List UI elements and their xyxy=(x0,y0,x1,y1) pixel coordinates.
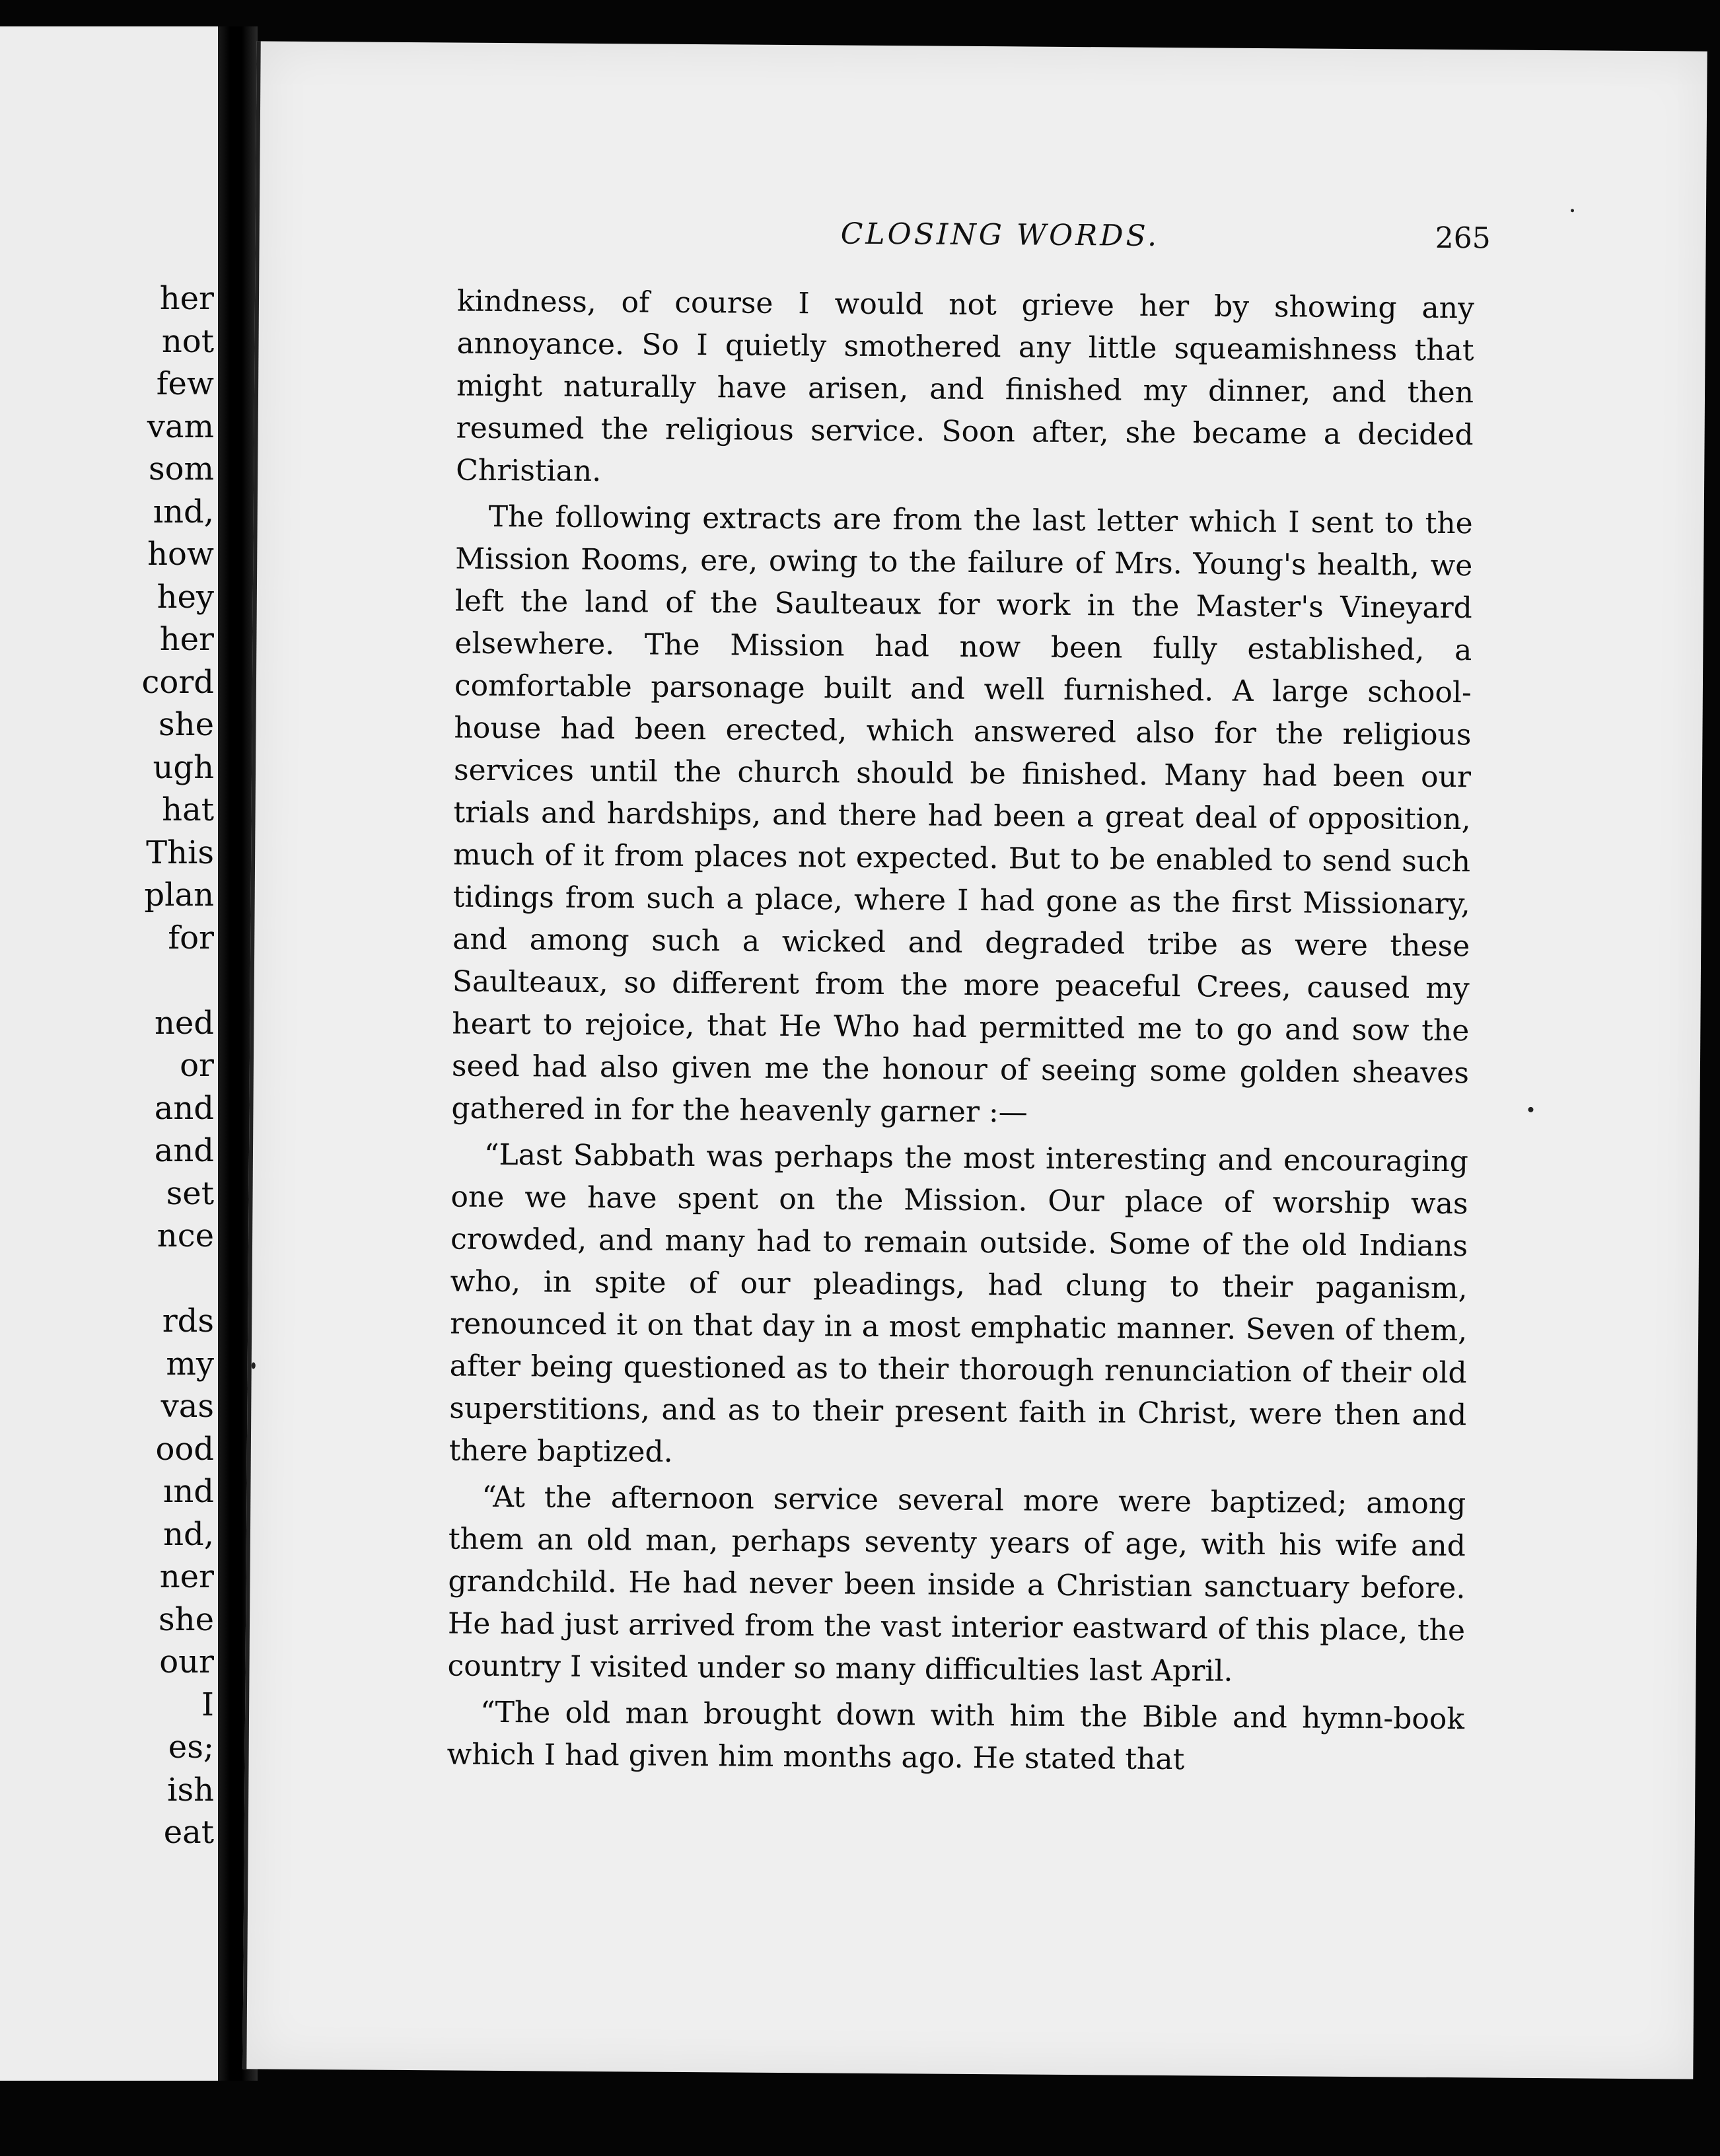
running-title: CLOSING WORDS. xyxy=(840,217,1160,253)
left-line-fragment: ner xyxy=(159,1558,214,1595)
left-line-fragment: my xyxy=(166,1345,214,1383)
left-line-fragment: som xyxy=(148,450,214,487)
left-line-fragment: ood xyxy=(155,1430,214,1468)
left-line-fragment: eat xyxy=(163,1814,214,1851)
scan-speck xyxy=(1571,209,1574,212)
left-line-fragment: es; xyxy=(168,1729,214,1766)
left-line-fragment: how xyxy=(147,536,214,573)
left-line-fragment: her xyxy=(159,280,214,317)
left-line-fragment: our xyxy=(159,1643,214,1680)
left-line-fragment: ınd, xyxy=(153,493,214,530)
left-line-fragment: for xyxy=(168,919,214,956)
left-line-fragment: hey xyxy=(157,578,214,616)
left-line-fragment: she xyxy=(159,1600,214,1638)
left-line-fragment: ned xyxy=(154,1004,214,1042)
right-page xyxy=(242,41,1707,2079)
paragraph-last-sabbath: “Last Sabbath was perhaps the most interesting and encouraging one we have spent on the Mission. Our place of worship was crowded, and many had to remain outside. Some of the old Indians who, in spite of our pleadings, had clung to their paganism, renounced it on that day in a most emphatic manner. Seven of them, after being questioned as to their thorough renunciation of their old superstitions, and as to their present faith in Christ, were then and there baptized. xyxy=(448,1137,1469,1469)
left-line-fragment: plan xyxy=(144,877,214,914)
left-line-fragment: cord xyxy=(141,663,214,701)
left-line-fragment: or xyxy=(180,1047,214,1084)
left-line-fragment: nce xyxy=(157,1217,214,1254)
left-line-fragment: she xyxy=(159,706,214,743)
left-line-fragment: and xyxy=(154,1132,214,1169)
running-head xyxy=(260,213,1706,256)
left-line-fragment: hat xyxy=(162,791,214,828)
body-text xyxy=(447,280,1474,1787)
left-facing-page xyxy=(0,26,218,2081)
left-line-fragment: not xyxy=(161,322,214,360)
left-line-fragment: set xyxy=(166,1174,214,1212)
left-line-fragment: ish xyxy=(167,1771,214,1809)
left-line-fragment: her xyxy=(159,621,214,658)
left-line-fragment: vam xyxy=(147,408,214,445)
scan-speck xyxy=(252,1362,256,1369)
left-line-fragment: nd, xyxy=(163,1515,214,1553)
left-line-fragment: vas xyxy=(161,1388,214,1425)
left-line-fragment: rds xyxy=(162,1303,214,1340)
left-line-fragment: This xyxy=(146,834,214,871)
left-line-fragment: I xyxy=(201,1686,214,1723)
paragraph-old-man: “The old man brought down with him the Bible and hymn-book which I had given him months ago. He stated that xyxy=(447,1695,1465,1777)
paragraph-afternoon-service: “At the afternoon service several more were baptized; among them an old man, perhaps seventy years of age, with his wife and grandchild. He had never been inside a Christian sanctuary before. He had just arrived from the vast interior eastward of this place, the country I visited under so many difficulties last April. xyxy=(447,1480,1466,1688)
left-line-fragment: few xyxy=(156,365,214,402)
paragraph-extracts-intro: The following extracts are from the last letter which I sent to the Mission Rooms, ere, owing to the failure of Mrs. Young's health, we left the land of the Saulteaux for work in the Master's Vineyard elsewhere. The Mission had now been fully established, a comfortable parsonage built and well furnished. A large school-house had been erected, which answered also for the religious services until the church should be finished. Many had been our trials and hardships, and there had been a great deal of opposition, much of it from places not expected. But to be enabled to send such tidings from such a place, where I had gone as the first Missionary, and among such a wicked and degraded tribe as were these Saulteaux, so different from the more peaceful Crees, caused my heart to rejoice, that He Who had permitted me to go and sow the seed had also given me the honour of seeing some golden sheaves gathered in for the heavenly garner :— xyxy=(451,499,1473,1130)
page-number: 265 xyxy=(1435,221,1491,256)
left-line-fragment: ınd xyxy=(163,1473,214,1510)
left-line-fragment: and xyxy=(154,1089,214,1127)
paragraph-continued: kindness, of course I would not grieve her by showing any annoyance. So I quietly smothered any little squeamishness that might naturally have arisen, and finished my dinner, and then resumed the religious service. Soon after, she became a decided Christian. xyxy=(456,284,1475,489)
left-line-fragment: ugh xyxy=(153,748,214,786)
scan-speck xyxy=(1528,1107,1533,1112)
